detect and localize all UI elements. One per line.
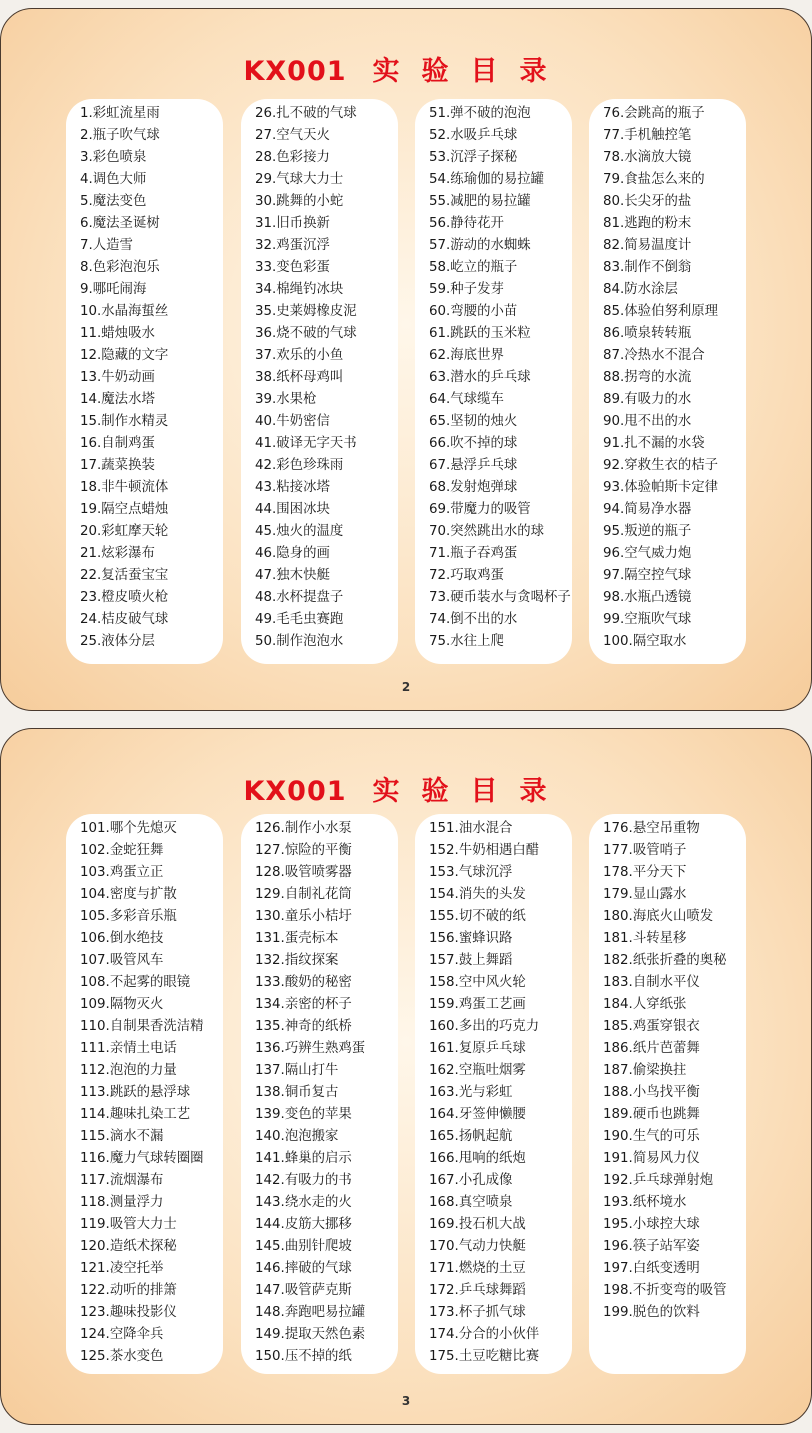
experiment-item: 114.趣味扎染工艺: [80, 1107, 191, 1122]
experiment-item: 80.长尖牙的盐: [603, 194, 692, 209]
title-code: KX001: [243, 56, 347, 87]
experiment-item: 163.光与彩虹: [429, 1085, 513, 1100]
experiment-item: 158.空中风火轮: [429, 975, 526, 990]
experiment-item: 103.鸡蛋立正: [80, 865, 164, 880]
experiment-item: 142.有吸力的书: [255, 1173, 352, 1188]
experiment-item: 84.防水涂层: [603, 282, 678, 297]
experiment-item: 175.土豆吃糖比赛: [429, 1349, 540, 1364]
experiment-item: 9.哪吒闹海: [80, 282, 147, 297]
experiment-item: 138.铜币复古: [255, 1085, 339, 1100]
experiment-item: 124.空降伞兵: [80, 1327, 164, 1342]
experiment-item: 16.自制鸡蛋: [80, 436, 155, 451]
experiment-column-2: [241, 814, 398, 1374]
experiment-item: 50.制作泡泡水: [255, 634, 344, 649]
experiment-item: 118.测量浮力: [80, 1195, 164, 1210]
experiment-item: 140.泡泡搬家: [255, 1129, 339, 1144]
experiment-item: 177.吸管哨子: [603, 843, 687, 858]
experiment-item: 128.吸管喷雾器: [255, 865, 352, 880]
experiment-item: 164.牙签伸懒腰: [429, 1107, 526, 1122]
experiment-item: 123.趣味投影仪: [80, 1305, 177, 1320]
experiment-item: 66.吹不掉的球: [429, 436, 518, 451]
experiment-item: 186.纸片芭蕾舞: [603, 1041, 700, 1056]
experiment-item: 60.弯腰的小苗: [429, 304, 518, 319]
experiment-item: 39.水果枪: [255, 392, 317, 407]
title-word: 实验目录: [372, 56, 569, 87]
experiment-item: 90.甩不出的水: [603, 414, 692, 429]
experiment-column-4: [589, 814, 746, 1374]
experiment-item: 117.流烟瀑布: [80, 1173, 164, 1188]
experiment-item: 135.神奇的纸桥: [255, 1019, 352, 1034]
experiment-item: 126.制作小水泵: [255, 821, 352, 836]
experiment-item: 187.偷梁换拄: [603, 1063, 687, 1078]
experiment-item: 83.制作不倒翁: [603, 260, 692, 275]
experiment-item: 137.隔山打牛: [255, 1063, 339, 1078]
experiment-column-1: [66, 814, 223, 1374]
experiment-item: 19.隔空点蜡烛: [80, 502, 169, 517]
experiment-item: 102.金蛇狂舞: [80, 843, 164, 858]
experiment-item: 86.喷泉转转瓶: [603, 326, 692, 341]
experiment-item: 151.油水混合: [429, 821, 513, 836]
experiment-item: 92.穿救生衣的桔子: [603, 458, 719, 473]
experiment-item: 37.欢乐的小鱼: [255, 348, 344, 363]
experiment-item: 125.茶水变色: [80, 1349, 164, 1364]
experiment-item: 13.牛奶动画: [80, 370, 155, 385]
experiment-item: 173.杯子抓气球: [429, 1305, 526, 1320]
experiment-item: 183.自制水平仪: [603, 975, 700, 990]
experiment-item: 133.酸奶的秘密: [255, 975, 352, 990]
experiment-item: 64.气球缆车: [429, 392, 504, 407]
experiment-item: 100.隔空取水: [603, 634, 687, 649]
experiment-item: 181.斗转星移: [603, 931, 687, 946]
experiment-item: 43.粘接冰塔: [255, 480, 330, 495]
experiment-item: 139.变色的苹果: [255, 1107, 352, 1122]
experiment-item: 1.彩虹流星雨: [80, 106, 160, 121]
experiment-item: 21.炫彩瀑布: [80, 546, 155, 561]
experiment-item: 156.蜜蜂识路: [429, 931, 513, 946]
experiment-item: 48.水杯提盘子: [255, 590, 344, 605]
experiment-item: 31.旧币换新: [255, 216, 330, 231]
experiment-item: 160.多出的巧克力: [429, 1019, 540, 1034]
experiment-item: 152.牛奶相遇白醋: [429, 843, 540, 858]
experiment-item: 29.气球大力士: [255, 172, 344, 187]
experiment-item: 12.隐藏的文字: [80, 348, 169, 363]
experiment-item: 193.纸杯境水: [603, 1195, 687, 1210]
experiment-item: 101.哪个先熄灭: [80, 821, 177, 836]
experiment-item: 159.鸡蛋工艺画: [429, 997, 526, 1012]
experiment-item: 144.皮筋大挪移: [255, 1217, 352, 1232]
experiment-item: 134.亲密的杯子: [255, 997, 352, 1012]
experiment-item: 6.魔法圣诞树: [80, 216, 160, 231]
experiment-item: 189.硬币也跳舞: [603, 1107, 700, 1122]
page-title: [1, 769, 811, 808]
experiment-item: 162.空瓶吐烟雾: [429, 1063, 526, 1078]
experiment-item: 42.彩色珍珠雨: [255, 458, 344, 473]
page-separator: [0, 714, 812, 724]
catalog-page-2: [0, 8, 812, 711]
experiment-item: 22.复活蚕宝宝: [80, 568, 169, 583]
experiment-item: 85.体验伯努利原理: [603, 304, 719, 319]
experiment-item: 197.白纸变透明: [603, 1261, 700, 1276]
experiment-item: 130.童乐小桔圩: [255, 909, 352, 924]
experiment-item: 104.密度与扩散: [80, 887, 177, 902]
experiment-item: 178.平分天下: [603, 865, 687, 880]
experiment-item: 82.简易温度计: [603, 238, 692, 253]
experiment-item: 51.弹不破的泡泡: [429, 106, 531, 121]
experiment-item: 172.乒乓球舞蹈: [429, 1283, 526, 1298]
experiment-item: 81.逃跑的粉末: [603, 216, 692, 231]
experiment-item: 97.隔空控气球: [603, 568, 692, 583]
experiment-item: 58.屹立的瓶子: [429, 260, 518, 275]
experiment-column-2: [241, 99, 398, 664]
experiment-item: 52.水吸乒乓球: [429, 128, 518, 143]
experiment-item: 75.水往上爬: [429, 634, 504, 649]
experiment-item: 3.彩色喷泉: [80, 150, 147, 165]
experiment-item: 20.彩虹摩天轮: [80, 524, 169, 539]
experiment-item: 185.鸡蛋穿银衣: [603, 1019, 700, 1034]
experiment-item: 149.提取天然色素: [255, 1327, 366, 1342]
experiment-item: 188.小鸟找平衡: [603, 1085, 700, 1100]
experiment-column-4: [589, 99, 746, 664]
experiment-item: 72.巧取鸡蛋: [429, 568, 504, 583]
experiment-item: 27.空气天火: [255, 128, 330, 143]
catalog-page-3: [0, 728, 812, 1425]
experiment-item: 73.硬币装水与贪喝杯子: [429, 590, 571, 605]
experiment-item: 44.围困冰块: [255, 502, 330, 517]
experiment-item: 61.跳跃的玉米粒: [429, 326, 531, 341]
experiment-item: 116.魔力气球转圈圈: [80, 1151, 204, 1166]
experiment-item: 11.蜡烛吸水: [80, 326, 155, 341]
experiment-item: 54.练瑜伽的易拉罐: [429, 172, 545, 187]
experiment-item: 96.空气威力炮: [603, 546, 692, 561]
experiment-item: 196.筷子站军姿: [603, 1239, 700, 1254]
title-code: KX001: [243, 776, 347, 807]
page-number: 2: [401, 680, 411, 694]
experiment-item: 10.水晶海蜇丝: [80, 304, 169, 319]
title-word: 实验目录: [372, 776, 569, 807]
experiment-item: 105.多彩音乐瓶: [80, 909, 177, 924]
experiment-item: 74.倒不出的水: [429, 612, 518, 627]
experiment-item: 166.甩响的纸炮: [429, 1151, 526, 1166]
experiment-item: 8.色彩泡泡乐: [80, 260, 160, 275]
experiment-item: 17.蔬菜换装: [80, 458, 155, 473]
experiment-item: 169.投石机大战: [429, 1217, 526, 1232]
experiment-item: 41.破译无字天书: [255, 436, 357, 451]
experiment-item: 131.蛋壳标本: [255, 931, 339, 946]
experiment-item: 76.会跳高的瓶子: [603, 106, 705, 121]
experiment-item: 4.调色大师: [80, 172, 147, 187]
experiment-item: 115.滴水不漏: [80, 1129, 164, 1144]
experiment-item: 88.拐弯的水流: [603, 370, 692, 385]
experiment-item: 68.发射炮弹球: [429, 480, 518, 495]
experiment-item: 120.造纸术探秘: [80, 1239, 177, 1254]
experiment-item: 171.燃烧的土豆: [429, 1261, 526, 1276]
experiment-item: 57.游动的水蜘蛛: [429, 238, 531, 253]
experiment-item: 87.冷热水不混合: [603, 348, 705, 363]
experiment-item: 35.史莱姆橡皮泥: [255, 304, 357, 319]
experiment-item: 93.体验帕斯卡定律: [603, 480, 719, 495]
experiment-item: 184.人穿纸张: [603, 997, 687, 1012]
experiment-item: 5.魔法变色: [80, 194, 147, 209]
experiment-item: 47.独木快艇: [255, 568, 330, 583]
experiment-item: 122.动听的排箫: [80, 1283, 177, 1298]
experiment-item: 119.吸管大力士: [80, 1217, 177, 1232]
experiment-item: 91.扎不漏的水袋: [603, 436, 705, 451]
experiment-item: 28.色彩接力: [255, 150, 330, 165]
experiment-item: 7.人造雪: [80, 238, 133, 253]
experiment-item: 143.绕水走的火: [255, 1195, 352, 1210]
experiment-item: 174.分合的小伙伴: [429, 1327, 540, 1342]
experiment-item: 199.脱色的饮料: [603, 1305, 700, 1320]
experiment-item: 99.空瓶吹气球: [603, 612, 692, 627]
experiment-item: 14.魔法水塔: [80, 392, 155, 407]
experiment-item: 110.自制果香洗洁精: [80, 1019, 204, 1034]
experiment-item: 56.静待花开: [429, 216, 504, 231]
experiment-item: 49.毛毛虫赛跑: [255, 612, 344, 627]
experiment-item: 176.悬空吊重物: [603, 821, 700, 836]
experiment-item: 55.减肥的易拉罐: [429, 194, 531, 209]
experiment-item: 46.隐身的画: [255, 546, 330, 561]
experiment-item: 141.蜂巢的启示: [255, 1151, 352, 1166]
experiment-item: 53.沉浮子探秘: [429, 150, 518, 165]
experiment-item: 95.叛逆的瓶子: [603, 524, 692, 539]
experiment-item: 62.海底世界: [429, 348, 504, 363]
experiment-item: 129.自制礼花筒: [255, 887, 352, 902]
experiment-item: 69.带魔力的吸管: [429, 502, 531, 517]
page-number: 3: [401, 1394, 411, 1408]
experiment-item: 77.手机触控笔: [603, 128, 692, 143]
page-title: [1, 49, 811, 88]
experiment-item: 127.惊险的平衡: [255, 843, 352, 858]
experiment-item: 195.小球控大球: [603, 1217, 700, 1232]
experiment-item: 192.乒乓球弹射炮: [603, 1173, 714, 1188]
experiment-item: 136.巧辨生熟鸡蛋: [255, 1041, 366, 1056]
experiment-item: 33.变色彩蛋: [255, 260, 330, 275]
experiment-item: 59.种子发芽: [429, 282, 504, 297]
experiment-item: 147.吸管萨克斯: [255, 1283, 352, 1298]
experiment-item: 112.泡泡的力量: [80, 1063, 177, 1078]
experiment-item: 23.橙皮喷火枪: [80, 590, 169, 605]
experiment-item: 198.不折变弯的吸管: [603, 1283, 727, 1298]
experiment-item: 157.鼓上舞蹈: [429, 953, 513, 968]
experiment-item: 89.有吸力的水: [603, 392, 692, 407]
experiment-item: 38.纸杯母鸡叫: [255, 370, 344, 385]
experiment-item: 153.气球沉浮: [429, 865, 513, 880]
experiment-item: 70.突然跳出水的球: [429, 524, 545, 539]
experiment-item: 108.不起雾的眼镜: [80, 975, 191, 990]
experiment-item: 40.牛奶密信: [255, 414, 330, 429]
experiment-item: 161.复原乒乓球: [429, 1041, 526, 1056]
experiment-item: 146.摔破的气球: [255, 1261, 352, 1276]
experiment-item: 34.棉绳钓冰块: [255, 282, 344, 297]
experiment-item: 30.跳舞的小蛇: [255, 194, 344, 209]
experiment-item: 167.小孔成像: [429, 1173, 513, 1188]
experiment-item: 150.压不掉的纸: [255, 1349, 352, 1364]
experiment-item: 71.瓶子吞鸡蛋: [429, 546, 518, 561]
experiment-column-3: [415, 99, 572, 664]
experiment-item: 45.烛火的温度: [255, 524, 344, 539]
experiment-item: 67.悬浮乒乓球: [429, 458, 518, 473]
experiment-item: 106.倒水绝技: [80, 931, 164, 946]
experiment-item: 190.生气的可乐: [603, 1129, 700, 1144]
experiment-item: 36.烧不破的气球: [255, 326, 357, 341]
experiment-column-1: [66, 99, 223, 664]
experiment-item: 191.简易风力仪: [603, 1151, 700, 1166]
experiment-item: 113.跳跃的悬浮球: [80, 1085, 191, 1100]
experiment-item: 148.奔跑吧易拉罐: [255, 1305, 366, 1320]
experiment-item: 26.扎不破的气球: [255, 106, 357, 121]
experiment-item: 180.海底火山喷发: [603, 909, 714, 924]
experiment-item: 145.曲别针爬坡: [255, 1239, 352, 1254]
experiment-item: 15.制作水精灵: [80, 414, 169, 429]
experiment-item: 63.潜水的乒乓球: [429, 370, 531, 385]
experiment-item: 170.气动力快艇: [429, 1239, 526, 1254]
experiment-item: 121.凌空托举: [80, 1261, 164, 1276]
experiment-item: 24.桔皮破气球: [80, 612, 169, 627]
experiment-item: 32.鸡蛋沉浮: [255, 238, 330, 253]
experiment-item: 155.切不破的纸: [429, 909, 526, 924]
experiment-item: 109.隔物灭火: [80, 997, 164, 1012]
experiment-item: 25.液体分层: [80, 634, 155, 649]
experiment-item: 168.真空喷泉: [429, 1195, 513, 1210]
experiment-item: 18.非牛顿流体: [80, 480, 169, 495]
experiment-item: 132.指纹探案: [255, 953, 339, 968]
experiment-item: 179.显山露水: [603, 887, 687, 902]
experiment-item: 98.水瓶凸透镜: [603, 590, 692, 605]
experiment-item: 94.简易净水器: [603, 502, 692, 517]
experiment-item: 78.水滴放大镜: [603, 150, 692, 165]
experiment-item: 2.瓶子吹气球: [80, 128, 160, 143]
experiment-item: 165.扬帆起航: [429, 1129, 513, 1144]
experiment-item: 154.消失的头发: [429, 887, 526, 902]
experiment-item: 107.吸管风车: [80, 953, 164, 968]
experiment-item: 111.亲情土电话: [80, 1041, 177, 1056]
experiment-item: 65.坚韧的烛火: [429, 414, 518, 429]
experiment-column-3: [415, 814, 572, 1374]
experiment-item: 182.纸张折叠的奥秘: [603, 953, 727, 968]
experiment-item: 79.食盐怎么来的: [603, 172, 705, 187]
